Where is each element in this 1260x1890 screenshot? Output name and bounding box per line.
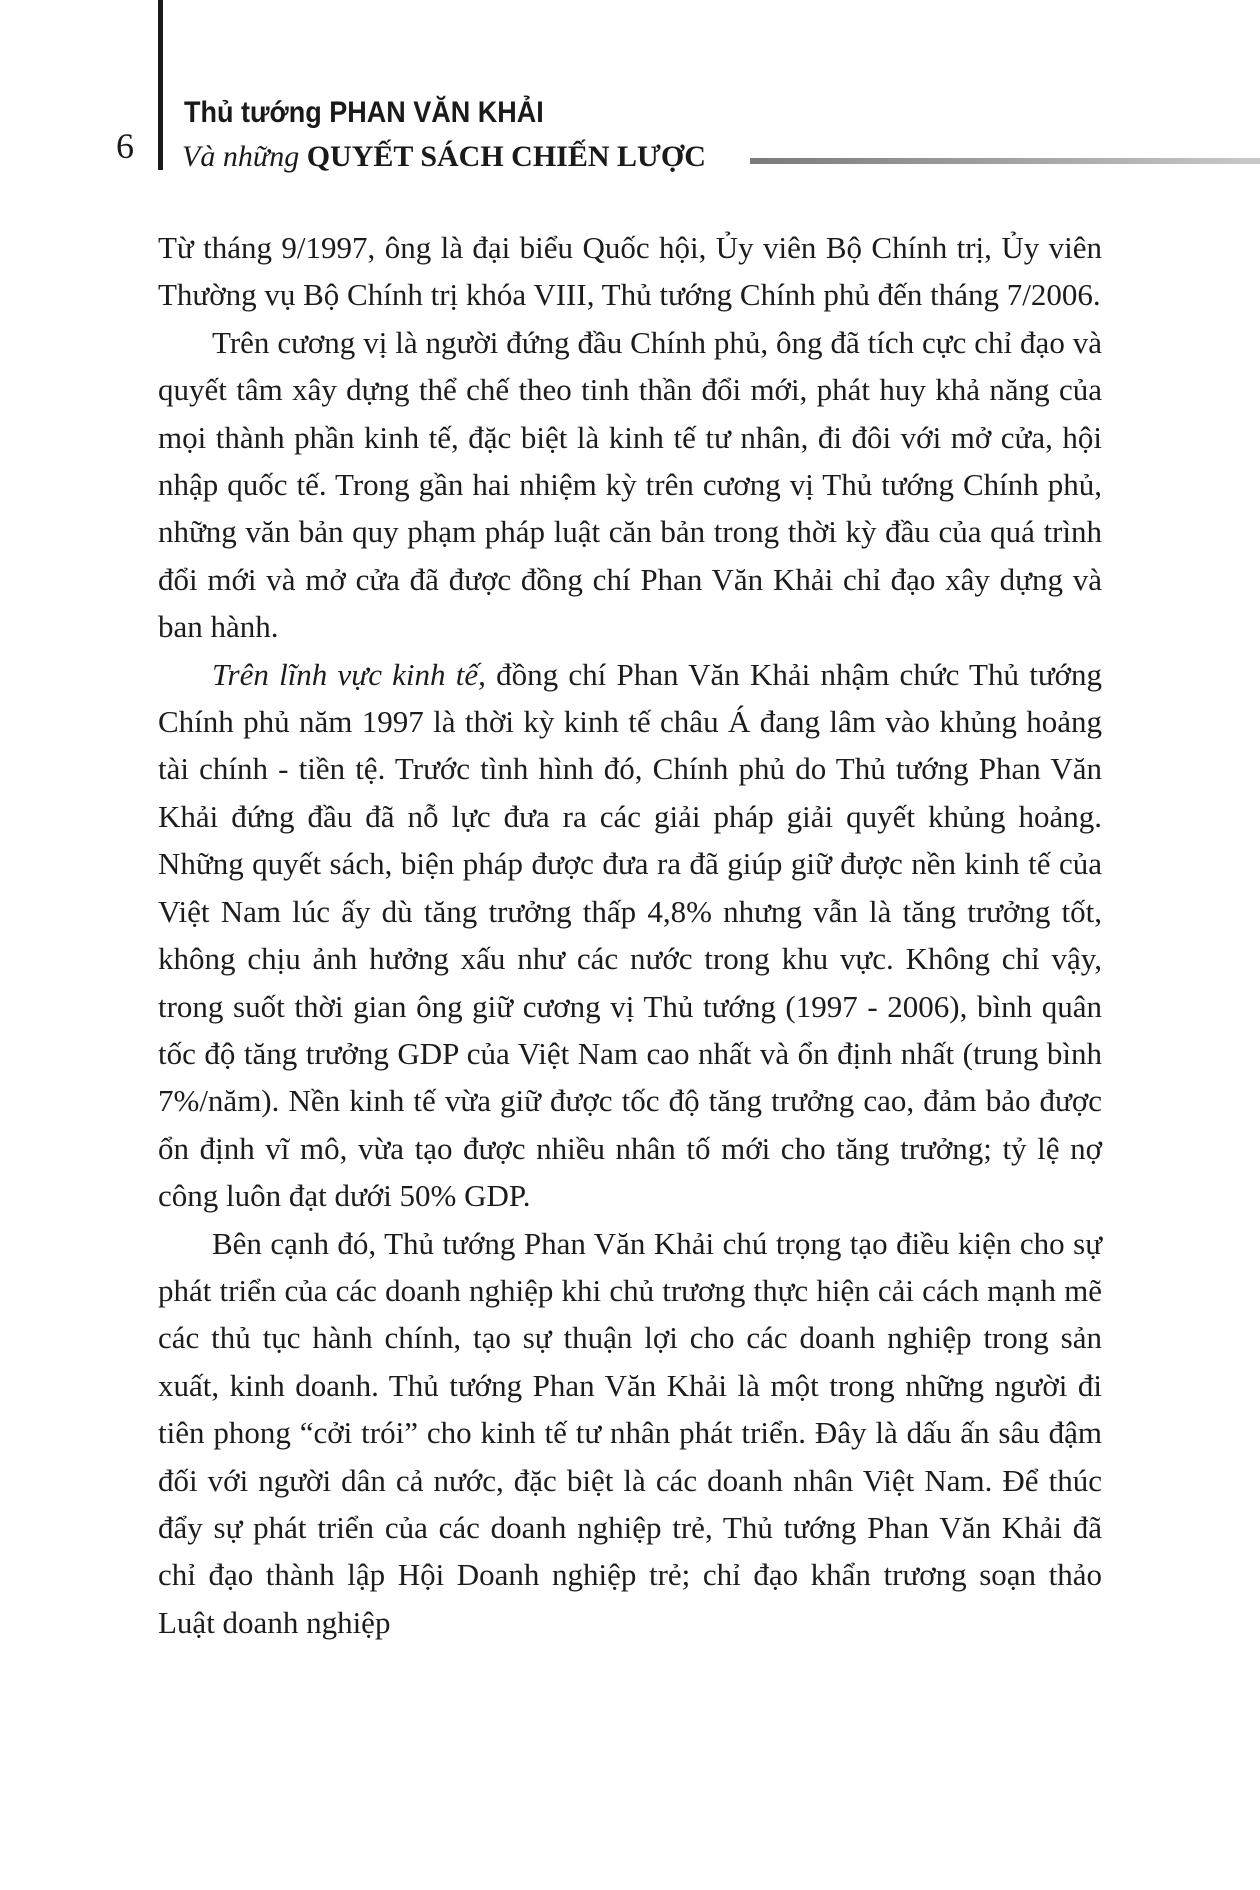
running-subtitle-emphasis: QUYẾT SÁCH CHIẾN LƯỢC [306, 140, 706, 173]
paragraph-3-italic-lead: Trên lĩnh vực kinh tế, [212, 656, 486, 692]
running-subtitle-lead: Và những [182, 140, 300, 173]
paragraph-1: Từ tháng 9/1997, ông là đại biểu Quốc hội, Ủy viên Bộ Chính trị, Ủy viên Thường vụ Bộ Chính trị khóa VIII, Thủ tướng Chính phủ đến tháng 7/2006. [158, 230, 1102, 313]
body-text [158, 224, 1102, 1646]
running-title: Thủ tướng PHAN VĂN KHẢI [184, 96, 544, 129]
paragraph-3-text: đồng chí Phan Văn Khải nhậm chức Thủ tướng Chính phủ năm 1997 là thời kỳ kinh tế châu Á đang lâm vào khủng hoảng tài chính - tiền tệ. Trước tình hình đó, Chính phủ do Thủ tướng Phan Văn Khải đứng đầu đã nỗ lực đưa ra các giải pháp giải quyết khủng hoảng. Những quyết sách, biện pháp được đưa ra đã giúp giữ được nền kinh tế của Việt Nam lúc ấy dù tăng trưởng thấp 4,8% nhưng vẫn là tăng trưởng tốt, không chịu ảnh hưởng xấu như các nước trong khu vực. Không chỉ vậy, trong suốt thời gian ông giữ cương vị Thủ tướng (1997 - 2006), bình quân tốc độ tăng trưởng GDP của Việt Nam cao nhất và ổn định nhất (trung bình 7%/năm). Nền kinh tế vừa giữ được tốc độ tăng trưởng cao, đảm bảo được ổn định vĩ mô, vừa tạo được nhiều nhân tố mới cho tăng trưởng; tỷ lệ nợ công luôn đạt dưới 50% GDP. [158, 656, 1103, 1214]
paragraph-4: Bên cạnh đó, Thủ tướng Phan Văn Khải chú trọng tạo điều kiện cho sự phát triển của các doanh nghiệp khi chủ trương thực hiện cải cách mạnh mẽ các thủ tục hành chính, tạo sự thuận lợi cho các doanh nghiệp trong sản xuất, kinh doanh. Thủ tướng Phan Văn Khải là một trong những người đi tiên phong “cởi trói” cho kinh tế tư nhân phát triển. Đây là dấu ấn sâu đậm đối với người dân cả nước, đặc biệt là các doanh nhân Việt Nam. Để thúc đẩy sự phát triển của các doanh nghiệp trẻ, Thủ tướng Phan Văn Khải đã chỉ đạo thành lập Hội Doanh nghiệp trẻ; chỉ đạo khẩn trương soạn thảo Luật doanh nghiệp [158, 1225, 1102, 1640]
header-vertical-rule [158, 0, 163, 170]
paragraph-2: Trên cương vị là người đứng đầu Chính phủ, ông đã tích cực chỉ đạo và quyết tâm xây dựng thể chế theo tinh thần đổi mới, phát huy khả năng của mọi thành phần kinh tế, đặc biệt là kinh tế tư nhân, đi đôi với mở cửa, hội nhập quốc tế. Trong gần hai nhiệm kỳ trên cương vị Thủ tướng Chính phủ, những văn bản quy phạm pháp luật căn bản trong thời kỳ đầu của quá trình đổi mới và mở cửa đã được đồng chí Phan Văn Khải chỉ đạo xây dựng và ban hành. [158, 324, 1102, 645]
header-gradient-bar [750, 158, 1260, 164]
page-number: 6 [116, 126, 134, 166]
running-subtitle [182, 142, 706, 172]
paragraph-3 [158, 651, 1102, 1220]
